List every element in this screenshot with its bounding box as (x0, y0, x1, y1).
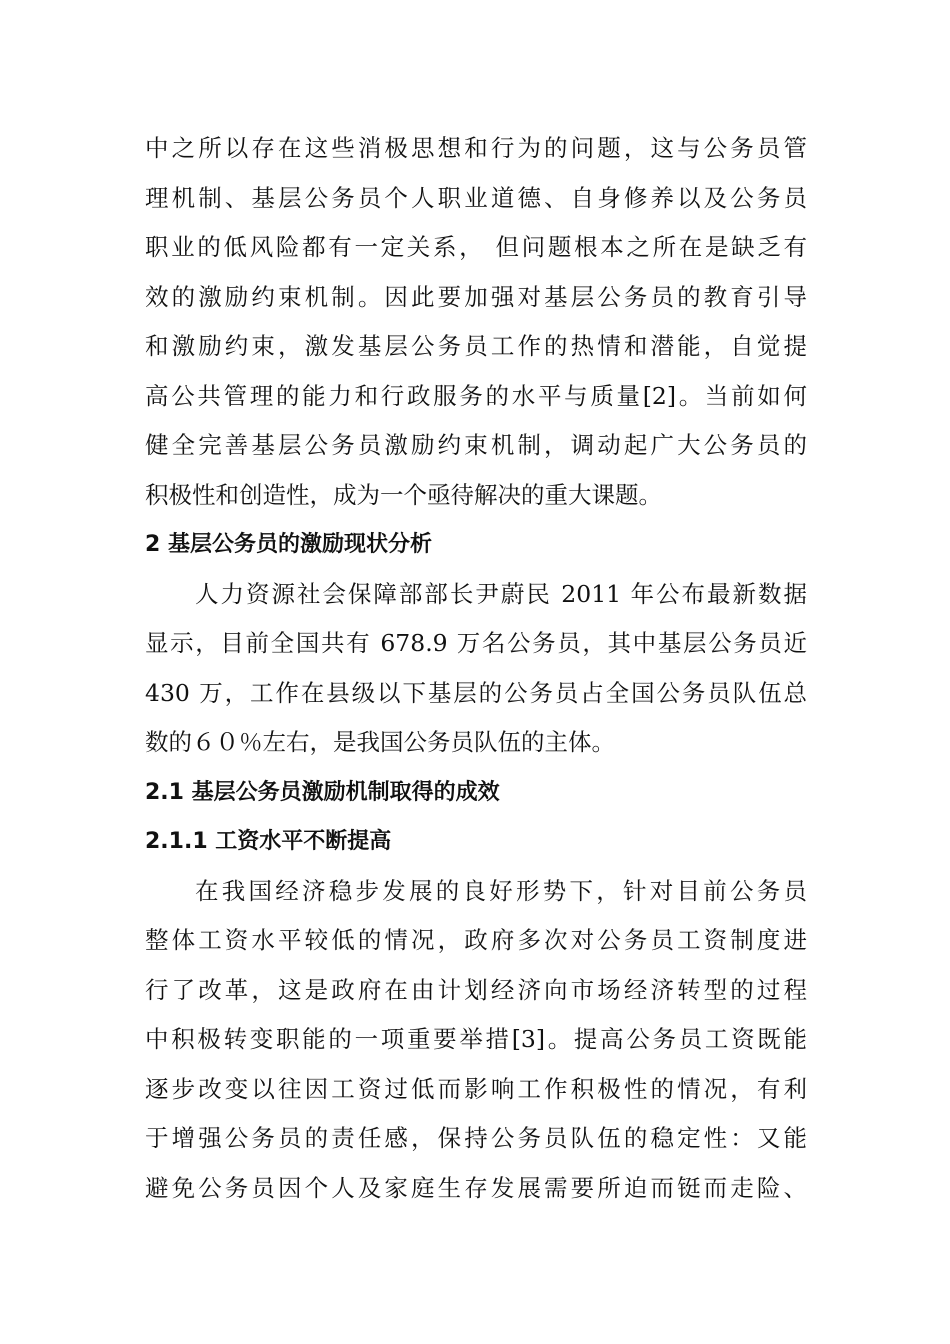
text-line: 整体工资水平较低的情况，政府多次对公务员工资制度进 (145, 926, 807, 954)
text-line: 高公共管理的能力和行政服务的水平与质量[2]。当前如何 (145, 381, 807, 410)
text-line: 中积极转变职能的一项重要举措[3]。提高公务员工资既能 (145, 1025, 807, 1053)
text-line: 数的６０％左右，是我国公务员队伍的主体。 (145, 728, 615, 756)
text-line: 和激励约束，激发基层公务员工作的热情和潜能，自觉提 (145, 332, 807, 360)
text-line: 积极性和创造性，成为一个亟待解决的重大课题。 (145, 480, 662, 509)
text-line: 在我国经济稳步发展的良好形势下，针对目前公务员 (195, 876, 807, 905)
paragraph-wage-level (145, 867, 807, 1214)
section-heading-2: 2 基层公务员的激励现状分析 (145, 532, 432, 557)
text-line: 显示，目前全国共有 678.9 万名公务员，其中基层公务员近 (145, 629, 807, 657)
paragraph-continued (145, 124, 807, 520)
text-line: 效的激励约束机制。因此要加强对基层公务员的教育引导 (145, 282, 807, 311)
text-line: 人力资源社会保障部部长尹蔚民 2011 年公布最新数据 (195, 579, 807, 608)
text-line: 于增强公务员的责任感，保持公务员队伍的稳定性：又能 (145, 1124, 807, 1152)
paragraph-current-status (145, 570, 807, 768)
text-line: 避免公务员因个人及家庭生存发展需要所迫而铤而走险、 (145, 1173, 807, 1202)
text-line: 行了改革，这是政府在由计划经济向市场经济转型的过程 (145, 975, 807, 1004)
text-line: 逐步改变以往因工资过低而影响工作积极性的情况，有利 (145, 1074, 807, 1103)
section-heading-2-1: 2.1 基层公务员激励机制取得的成效 (145, 779, 500, 805)
text-line: 职业的低风险都有一定关系， 但问题根本之所在是缺乏有 (145, 233, 807, 261)
section-heading-2-1-1: 2.1.1 工资水平不断提高 (145, 829, 392, 854)
text-line: 理机制、基层公务员个人职业道德、自身修养以及公务员 (145, 183, 807, 212)
document-body (145, 124, 807, 1213)
text-line: 430 万，工作在县级以下基层的公务员占全国公务员队伍总 (145, 678, 807, 707)
text-line: 健全完善基层公务员激励约束机制，调动起广大公务员的 (145, 431, 807, 459)
text-line: 中之所以存在这些消极思想和行为的问题，这与公务员管 (145, 134, 807, 162)
